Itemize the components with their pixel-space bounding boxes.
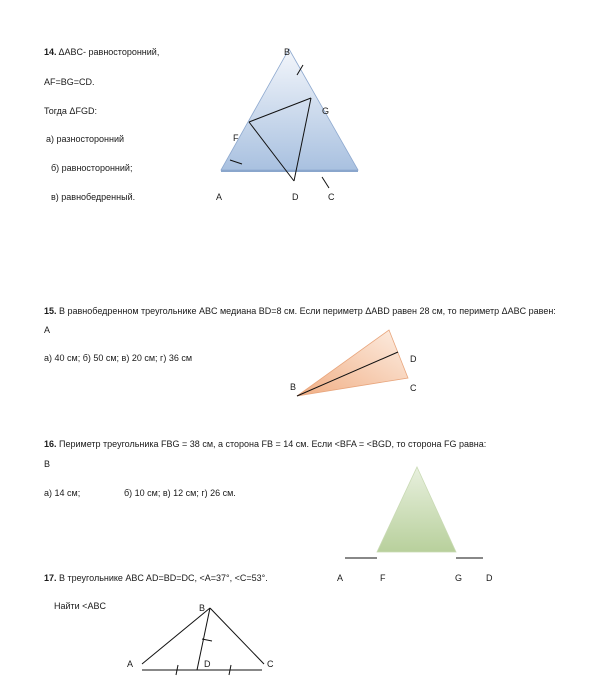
problem-16-number: 16.: [44, 439, 57, 449]
problem-16-body: Периметр треугольника FBG = 38 см, а сторона FB = 14 см. Если <BFA = <BGD, то сторона FG равна:: [56, 439, 487, 449]
label-c-17: C: [267, 659, 274, 669]
label-g: G: [322, 106, 330, 116]
problem-16-option-a: а) 14 см;: [44, 488, 81, 498]
problem-15-options: а) 40 см; б) 50 см; в) 20 см; г) 36 см: [44, 353, 193, 363]
label-d: D: [292, 192, 299, 202]
label-f-16: F: [380, 573, 386, 583]
label-b-15: B: [290, 382, 297, 392]
label-b: B: [284, 47, 291, 57]
problem-14-option-c: в) равнобедренный.: [51, 192, 136, 202]
problem-17-question: Найти <ABC: [54, 601, 106, 611]
label-g-16: G: [455, 573, 463, 583]
label-a: A: [216, 192, 223, 202]
problem-15-letter: A: [44, 325, 51, 335]
problem-14-title-text: ΔABC- равносторонний,: [56, 47, 160, 57]
side-bc: [210, 608, 264, 664]
problem-17-number: 17.: [44, 573, 57, 583]
label-d-17: D: [204, 659, 211, 669]
problem-15-body: В равнобедренном треугольнике ABC медиана BD=8 см. Если периметр ΔABD равен 28 см, то периметр ΔABC равен:: [56, 306, 556, 316]
problem-15-number: 15.: [44, 306, 57, 316]
label-c: C: [328, 192, 335, 202]
problem-14-option-a: а) разносторонний: [46, 134, 125, 144]
problem-14-question: Тогда ΔFGD:: [44, 106, 97, 116]
label-b-17: B: [199, 603, 206, 613]
problem-14-condition: AF=BG=CD.: [44, 77, 95, 87]
label-f: F: [233, 133, 239, 143]
problem-16-letter: B: [44, 459, 51, 469]
label-a-16: A: [337, 573, 344, 583]
problem-17-body: В треугольнике ABC AD=BD=DC, <A=37°, <C=53°.: [56, 573, 268, 583]
problem-14-option-b: б) равносторонний;: [51, 163, 133, 173]
label-a-17: A: [127, 659, 134, 669]
label-c-15: C: [410, 383, 417, 393]
problem-16-options: б) 10 см; в) 12 см; г) 26 см.: [124, 488, 236, 498]
label-d-16: D: [486, 573, 493, 583]
label-d-15: D: [410, 354, 417, 364]
problem-14-number: 14.: [44, 47, 57, 57]
